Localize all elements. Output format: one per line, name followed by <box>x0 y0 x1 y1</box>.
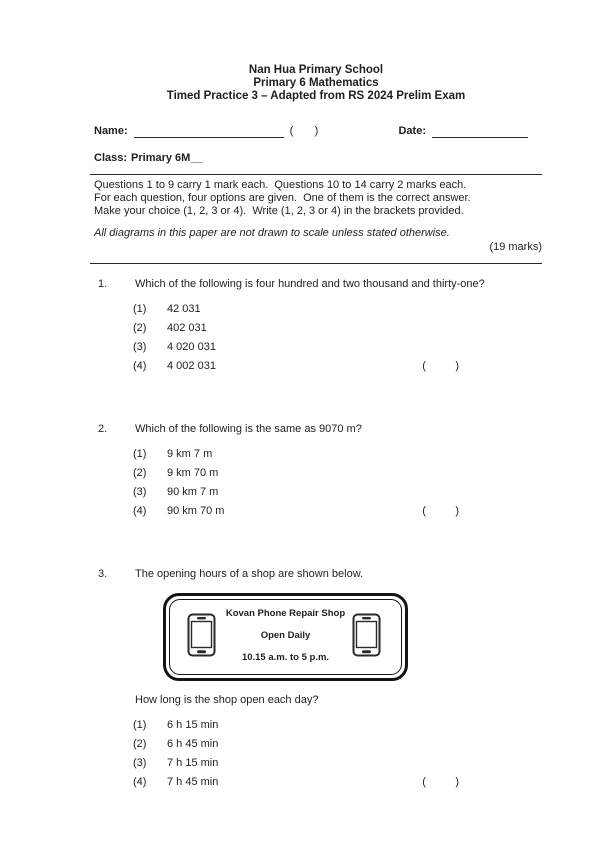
option-value: 402 031 <box>167 321 207 334</box>
option-label: (1) <box>133 447 147 460</box>
name-blank-line <box>134 125 284 138</box>
question-3 <box>90 567 542 792</box>
class-row <box>90 151 542 165</box>
option-row <box>90 716 542 735</box>
index-number-brackets: ( ) <box>289 124 319 137</box>
paper-header <box>90 64 542 103</box>
section-marks: (19 marks) <box>489 240 542 253</box>
option-value: 4 020 031 <box>167 340 216 353</box>
page-content <box>90 64 542 792</box>
option-row <box>90 483 542 502</box>
option-row <box>90 735 542 754</box>
option-row <box>90 338 542 357</box>
option-row <box>90 464 542 483</box>
divider-top <box>90 174 542 175</box>
phone-icon <box>352 613 381 661</box>
option-row <box>90 773 542 792</box>
phone-icon <box>187 613 216 661</box>
answer-brackets: ( ) <box>422 359 460 372</box>
question-2-options <box>90 445 542 521</box>
shop-sign-figure <box>163 593 408 681</box>
shop-name: Kovan Phone Repair Shop <box>225 607 346 619</box>
option-label: (4) <box>133 359 147 372</box>
option-value: 7 h 15 min <box>167 756 219 769</box>
question-text: The opening hours of a shop are shown below. <box>135 567 364 580</box>
option-label: (2) <box>133 466 147 479</box>
instruction-line: Make your choice (1, 2, 3 or 4). Write (1, 2, 3 or 4) in the brackets provided. <box>94 204 464 217</box>
option-label: (3) <box>133 340 147 353</box>
paper-title: Timed Practice 3 – Adapted from RS 2024 Prelim Exam <box>166 90 466 102</box>
option-value: 9 km 70 m <box>167 466 219 479</box>
option-value: 6 h 45 min <box>167 737 219 750</box>
shop-hours: 10.15 a.m. to 5 p.m. <box>241 651 330 663</box>
option-row <box>90 357 542 376</box>
option-row <box>90 754 542 773</box>
class-label: Class: <box>94 151 128 164</box>
option-label: (4) <box>133 504 147 517</box>
option-label: (1) <box>133 302 147 315</box>
question-3-subtext: How long is the shop open each day? <box>135 693 319 706</box>
instruction-line: For each question, four options are given. One of them is the correct answer. <box>94 191 471 204</box>
question-1 <box>90 277 542 376</box>
instructions-block <box>90 179 542 218</box>
class-value: Primary 6M__ <box>131 151 203 164</box>
date-blank-line <box>432 125 528 138</box>
diagram-note: All diagrams in this paper are not drawn to scale unless stated otherwise. <box>94 226 450 239</box>
option-row <box>90 300 542 319</box>
question-1-head <box>90 277 542 291</box>
option-value: 90 km 70 m <box>167 504 225 517</box>
option-label: (1) <box>133 718 147 731</box>
option-label: (2) <box>133 321 147 334</box>
question-text: Which of the following is four hundred and two thousand and thirty-one? <box>135 277 485 290</box>
name-label: Name: <box>94 124 128 137</box>
option-value: 42 031 <box>167 302 201 315</box>
option-value: 90 km 7 m <box>167 485 219 498</box>
option-row <box>90 502 542 521</box>
question-number: 3. <box>98 567 108 580</box>
option-label: (4) <box>133 775 147 788</box>
option-row <box>90 319 542 338</box>
option-value: 7 h 45 min <box>167 775 219 788</box>
option-value: 6 h 15 min <box>167 718 219 731</box>
subject-line: Primary 6 Mathematics <box>253 77 379 89</box>
question-2 <box>90 422 542 521</box>
answer-brackets: ( ) <box>422 504 460 517</box>
option-row <box>90 445 542 464</box>
question-3-options <box>90 716 542 792</box>
question-3-head <box>90 567 542 581</box>
question-1-options <box>90 300 542 376</box>
question-number: 2. <box>98 422 108 435</box>
instruction-line: Questions 1 to 9 carry 1 mark each. Questions 10 to 14 carry 2 marks each. <box>94 178 467 191</box>
option-value: 9 km 7 m <box>167 447 213 460</box>
answer-brackets: ( ) <box>422 775 460 788</box>
option-label: (2) <box>133 737 147 750</box>
school-name: Nan Hua Primary School <box>248 64 384 76</box>
name-date-row <box>90 123 542 138</box>
option-label: (3) <box>133 485 147 498</box>
question-2-head <box>90 422 542 436</box>
question-text: Which of the following is the same as 9070 m? <box>135 422 362 435</box>
shop-open-daily: Open Daily <box>260 629 311 641</box>
option-label: (3) <box>133 756 147 769</box>
option-value: 4 002 031 <box>167 359 216 372</box>
divider-bottom <box>90 263 542 264</box>
date-label: Date: <box>398 124 426 137</box>
question-number: 1. <box>98 277 108 290</box>
